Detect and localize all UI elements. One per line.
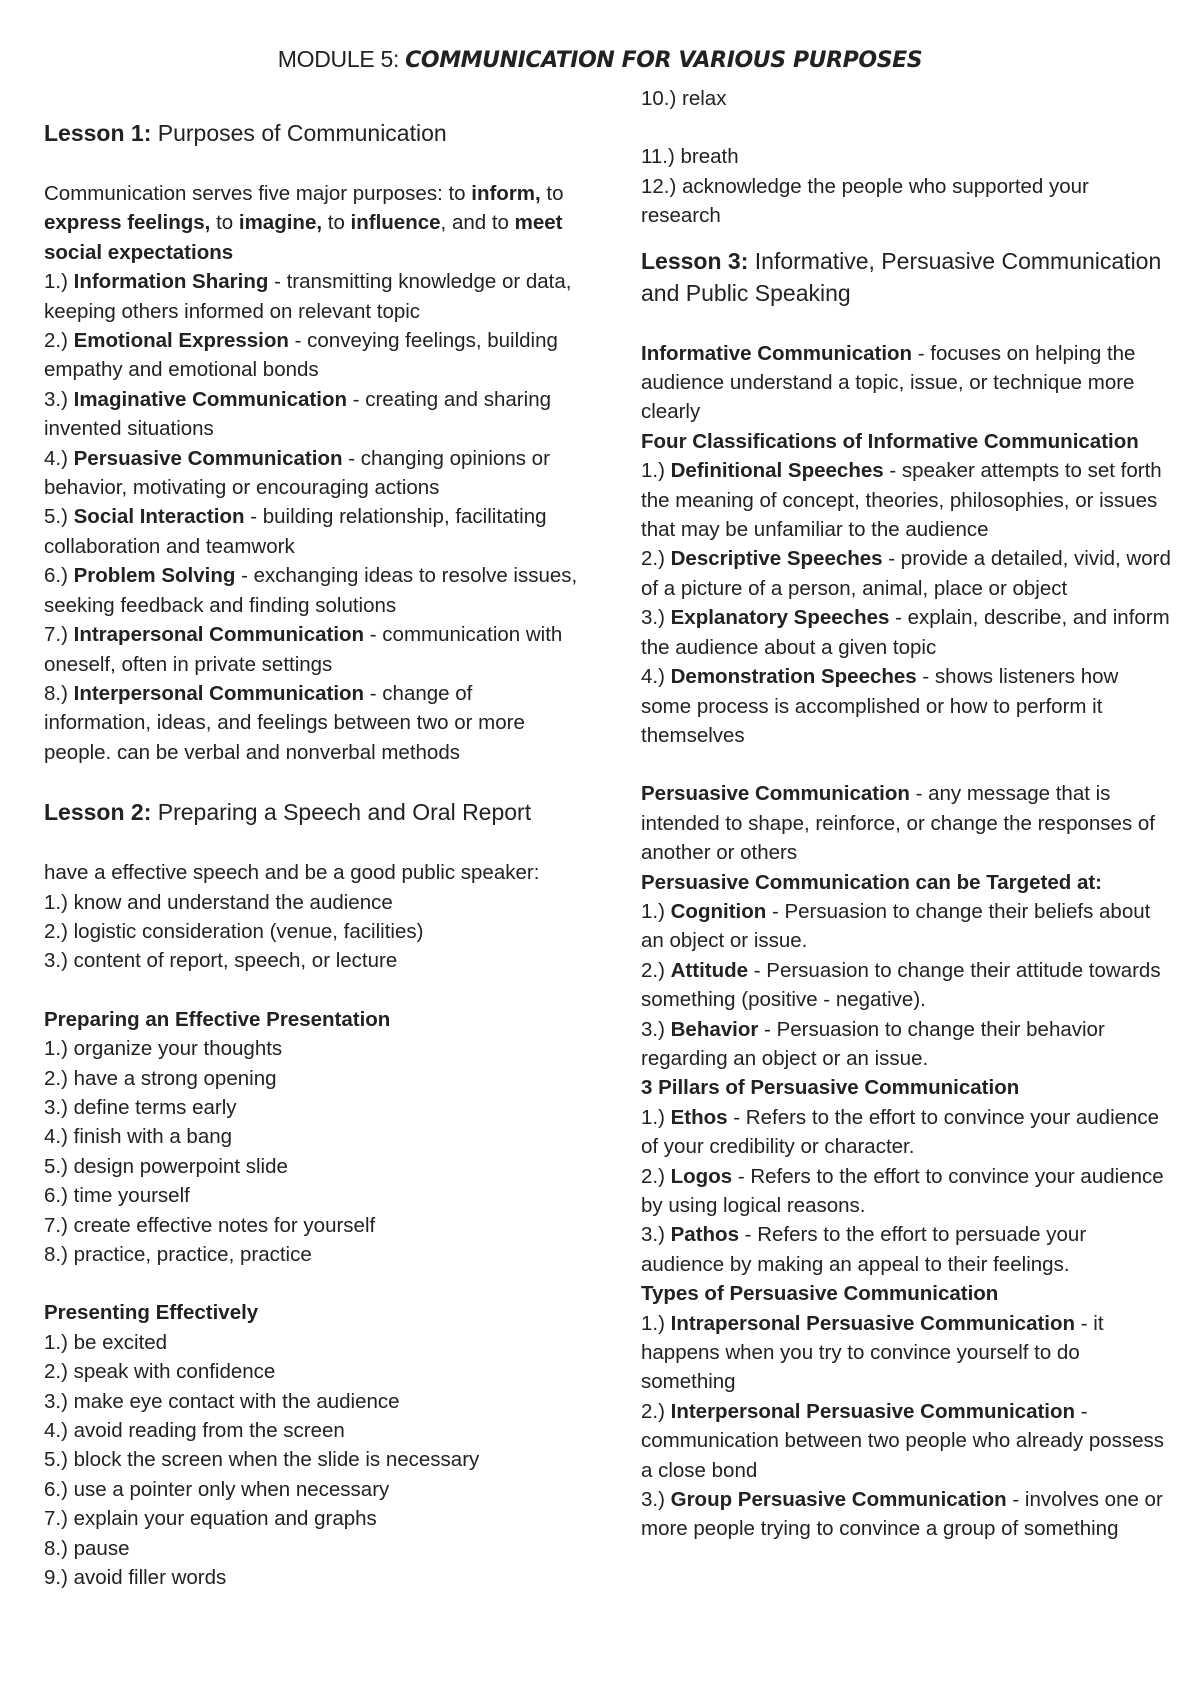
pillars-list bbox=[641, 1103, 1171, 1279]
item-number: 3.) bbox=[641, 1017, 671, 1041]
item-number: 1.) bbox=[641, 1105, 671, 1129]
list-item: 6.) use a pointer only when necessary bbox=[44, 1477, 390, 1501]
item-description: - exchanging ideas to resolve issues, seeking feedback and finding solutions bbox=[44, 564, 578, 617]
item-number: 3.) bbox=[44, 387, 74, 411]
list-item: 3.) make eye contact with the audience bbox=[44, 1389, 400, 1413]
item-term: Persuasive Communication bbox=[73, 446, 343, 470]
list-item bbox=[641, 544, 1171, 603]
list-item: 1.) be excited bbox=[44, 1330, 168, 1354]
list-item bbox=[641, 956, 1171, 1015]
item-number: 3.) bbox=[641, 606, 671, 630]
list-item: 6.) time yourself bbox=[44, 1184, 190, 1208]
item-number: 1.) bbox=[641, 1311, 671, 1335]
item-term: Behavior bbox=[670, 1017, 759, 1041]
list-item bbox=[641, 603, 1171, 662]
lesson2-heading bbox=[44, 796, 584, 828]
item-number: 4.) bbox=[44, 446, 74, 470]
item-description: - it happens when you try to convince yourself to do something bbox=[641, 1311, 1104, 1394]
list-item: 8.) pause bbox=[44, 1536, 130, 1560]
list-item bbox=[641, 1397, 1171, 1485]
item-term: Problem Solving bbox=[73, 564, 236, 588]
text-run: Communication serves five major purposes: to bbox=[44, 182, 472, 205]
list-item bbox=[641, 1103, 1171, 1162]
persuasive-term: Persuasive Communication bbox=[641, 782, 910, 806]
presenting-heading: Presenting Effectively bbox=[44, 1301, 259, 1325]
lesson3-heading bbox=[641, 245, 1171, 309]
speaker-list bbox=[44, 888, 584, 976]
list-item: 3.) content of report, speech, or lecture bbox=[44, 949, 398, 973]
list-item bbox=[641, 1309, 1171, 1397]
item-term: Interpersonal Persuasive Communication bbox=[670, 1399, 1076, 1423]
item-description: - changing opinions or behavior, motivating or encouraging actions bbox=[44, 446, 550, 500]
pillars-heading: 3 Pillars of Persuasive Communication bbox=[641, 1076, 1020, 1100]
list-item: 11.) breath bbox=[641, 145, 739, 169]
lesson1-name: Purposes of Communication bbox=[151, 120, 447, 146]
item-number: 1.) bbox=[641, 459, 671, 483]
item-description: - communication between two people who already possess a close bond bbox=[641, 1399, 1165, 1482]
item-term: Pathos bbox=[670, 1223, 739, 1247]
persuasive-desc: - any message that is intended to shape, reinforce, or change the responses of another or others bbox=[641, 782, 1155, 865]
item-description: - conveying feelings, building empathy and emotional bonds bbox=[44, 329, 558, 382]
types-list bbox=[641, 1309, 1171, 1544]
list-item bbox=[44, 679, 584, 767]
item-number: 2.) bbox=[44, 329, 74, 353]
list-item: 8.) practice, practice, practice bbox=[44, 1243, 312, 1266]
item-term: Social Interaction bbox=[73, 505, 245, 529]
item-description: - provide a detailed, vivid, word of a picture of a person, animal, place or object bbox=[641, 547, 1171, 600]
item-term: Explanatory Speeches bbox=[670, 606, 890, 630]
types-heading: Types of Persuasive Communication bbox=[641, 1282, 999, 1306]
informative-class-list bbox=[641, 456, 1171, 750]
item-number: 4.) bbox=[641, 665, 671, 689]
item-description: - speaker attempts to set forth the meaning of concept, theories, philosophies, or issues that may be unfamiliar to the audience bbox=[641, 459, 1162, 542]
item-description: - Refers to the effort to convince your audience by using logical reasons. bbox=[641, 1164, 1164, 1217]
informative-class-heading: Four Classifications of Informative Communication bbox=[641, 429, 1139, 453]
persuasive-target-list bbox=[641, 897, 1171, 1073]
item-description: - explain, describe, and inform the audience about a given topic bbox=[641, 606, 1170, 659]
item-number: 2.) bbox=[641, 547, 671, 571]
list-item bbox=[44, 502, 584, 561]
text-run: , and to bbox=[440, 211, 515, 235]
list-item: 1.) organize your thoughts bbox=[44, 1037, 283, 1061]
list-item: 7.) create effective notes for yourself bbox=[44, 1213, 376, 1237]
item-description: - creating and sharing invented situations bbox=[44, 387, 551, 441]
item-number: 7.) bbox=[44, 623, 74, 647]
item-term: Group Persuasive Communication bbox=[670, 1488, 1007, 1512]
preparing-heading: Preparing an Effective Presentation bbox=[44, 1007, 391, 1031]
list-item bbox=[44, 326, 584, 385]
list-item bbox=[44, 385, 584, 444]
presenting-list bbox=[44, 1328, 584, 1593]
item-term: Definitional Speeches bbox=[670, 459, 884, 483]
list-item: 3.) define terms early bbox=[44, 1095, 237, 1119]
list-item bbox=[44, 267, 584, 326]
item-description: - communication with oneself, often in private settings bbox=[44, 623, 563, 676]
item-description: - building relationship, facilitating collaboration and teamwork bbox=[44, 505, 547, 558]
list-item: 2.) have a strong opening bbox=[44, 1066, 277, 1090]
list-item bbox=[641, 1485, 1171, 1544]
lesson3-name: Informative, Persuasive Communication and Public Speaking bbox=[641, 247, 1162, 306]
item-number: 1.) bbox=[44, 270, 74, 294]
list-item: 9.) avoid filler words bbox=[44, 1566, 227, 1590]
item-term: Descriptive Speeches bbox=[670, 547, 883, 571]
list-item: 4.) finish with a bang bbox=[44, 1125, 233, 1149]
item-description: - Refers to the effort to convince your audience of your credibility or character. bbox=[641, 1105, 1160, 1159]
item-term: Intrapersonal Communication bbox=[73, 623, 365, 647]
list-item: 4.) avoid reading from the screen bbox=[44, 1419, 345, 1443]
lesson1-intro bbox=[44, 179, 584, 267]
item-term: Ethos bbox=[670, 1105, 728, 1129]
persuasive-target-heading: Persuasive Communication can be Targeted at: bbox=[641, 870, 1102, 894]
presenting-list-continued-b bbox=[641, 142, 1171, 230]
item-number: 5.) bbox=[44, 505, 74, 529]
item-number: 1.) bbox=[641, 899, 671, 923]
list-item bbox=[641, 897, 1171, 956]
list-item bbox=[641, 1162, 1171, 1221]
item-term: Logos bbox=[670, 1164, 733, 1188]
informative-desc: - focuses on helping the audience understand a topic, issue, or technique more clearly bbox=[641, 341, 1136, 424]
item-term: Imaginative Communication bbox=[73, 387, 348, 411]
item-number: 2.) bbox=[641, 1164, 671, 1188]
item-term: Emotional Expression bbox=[73, 329, 289, 353]
item-description: - Refers to the effort to persuade your audience by making an appeal to their feelings. bbox=[641, 1223, 1087, 1276]
page-title bbox=[0, 46, 1200, 73]
lesson1-purpose-list bbox=[44, 267, 584, 767]
informative-definition bbox=[641, 339, 1171, 427]
item-description: - involves one or more people trying to convince a group of something bbox=[641, 1488, 1163, 1541]
list-item bbox=[641, 456, 1171, 544]
informative-term: Informative Communication bbox=[641, 341, 913, 365]
item-term: Attitude bbox=[670, 958, 749, 982]
list-item bbox=[44, 620, 584, 679]
item-term: Information Sharing bbox=[73, 270, 269, 294]
lesson2-name: Preparing a Speech and Oral Report bbox=[151, 799, 532, 826]
text-run: to bbox=[540, 182, 564, 205]
item-description: - Persuasion to change their attitude towards something (positive - negative). bbox=[641, 958, 1161, 1012]
text-run: to bbox=[322, 211, 351, 235]
item-description: - shows listeners how some process is accomplished or how to perform it themselves bbox=[641, 665, 1119, 747]
item-term: Demonstration Speeches bbox=[670, 665, 917, 689]
item-description: - transmitting knowledge or data, keeping others informed on relevant topic bbox=[44, 270, 572, 323]
list-item: 10.) relax bbox=[641, 87, 727, 110]
list-item bbox=[641, 1220, 1171, 1279]
bold-term: express feelings, bbox=[44, 211, 211, 235]
lesson3-label: Lesson 3: bbox=[641, 247, 749, 274]
list-item: 12.) acknowledge the people who supported your research bbox=[641, 174, 1089, 228]
item-number: 2.) bbox=[641, 1399, 671, 1423]
bold-term: imagine, bbox=[238, 211, 323, 235]
bold-term: influence bbox=[350, 211, 441, 235]
list-item bbox=[44, 444, 584, 503]
lesson1-heading bbox=[44, 117, 584, 149]
list-item: 7.) explain your equation and graphs bbox=[44, 1507, 377, 1531]
list-item: 2.) logistic consideration (venue, facilities) bbox=[44, 919, 424, 943]
item-number: 6.) bbox=[44, 564, 74, 588]
item-term: Interpersonal Communication bbox=[73, 681, 365, 705]
preparing-list bbox=[44, 1034, 584, 1269]
lesson2-label: Lesson 2: bbox=[44, 799, 152, 826]
item-number: 8.) bbox=[44, 681, 74, 705]
persuasive-definition bbox=[641, 779, 1171, 867]
list-item: 2.) speak with confidence bbox=[44, 1360, 276, 1384]
item-description: - Persuasion to change their beliefs about an object or issue. bbox=[641, 899, 1151, 953]
list-item: 5.) block the screen when the slide is necessary bbox=[44, 1448, 480, 1472]
item-description: - change of information, ideas, and feelings between two or more people. can be verbal and nonverbal methods bbox=[44, 681, 525, 764]
text-run: to bbox=[210, 211, 239, 235]
right-column bbox=[641, 84, 1171, 1544]
item-number: 3.) bbox=[641, 1488, 671, 1512]
item-number: 3.) bbox=[641, 1223, 671, 1247]
list-item bbox=[641, 1015, 1171, 1074]
bold-term: inform, bbox=[471, 182, 541, 205]
list-item bbox=[44, 561, 584, 620]
list-item bbox=[641, 662, 1171, 750]
left-column bbox=[44, 117, 584, 1592]
item-number: 2.) bbox=[641, 958, 671, 982]
title-emphasis: COMMUNICATION FOR VARIOUS PURPOSES bbox=[405, 48, 923, 73]
list-item: 5.) design powerpoint slide bbox=[44, 1154, 288, 1178]
lesson2-intro: have a effective speech and be a good public speaker: bbox=[44, 861, 540, 885]
lesson1-label: Lesson 1: bbox=[44, 120, 152, 146]
presenting-list-continued-a bbox=[641, 84, 1171, 113]
item-term: Cognition bbox=[670, 899, 767, 923]
list-item: 1.) know and understand the audience bbox=[44, 890, 393, 914]
item-description: - Persuasion to change their behavior regarding an object or an issue. bbox=[641, 1017, 1105, 1070]
bold-term: meet social expectations bbox=[44, 211, 563, 264]
item-term: Intrapersonal Persuasive Communication bbox=[670, 1311, 1076, 1335]
title-prefix: MODULE 5: bbox=[277, 46, 406, 72]
